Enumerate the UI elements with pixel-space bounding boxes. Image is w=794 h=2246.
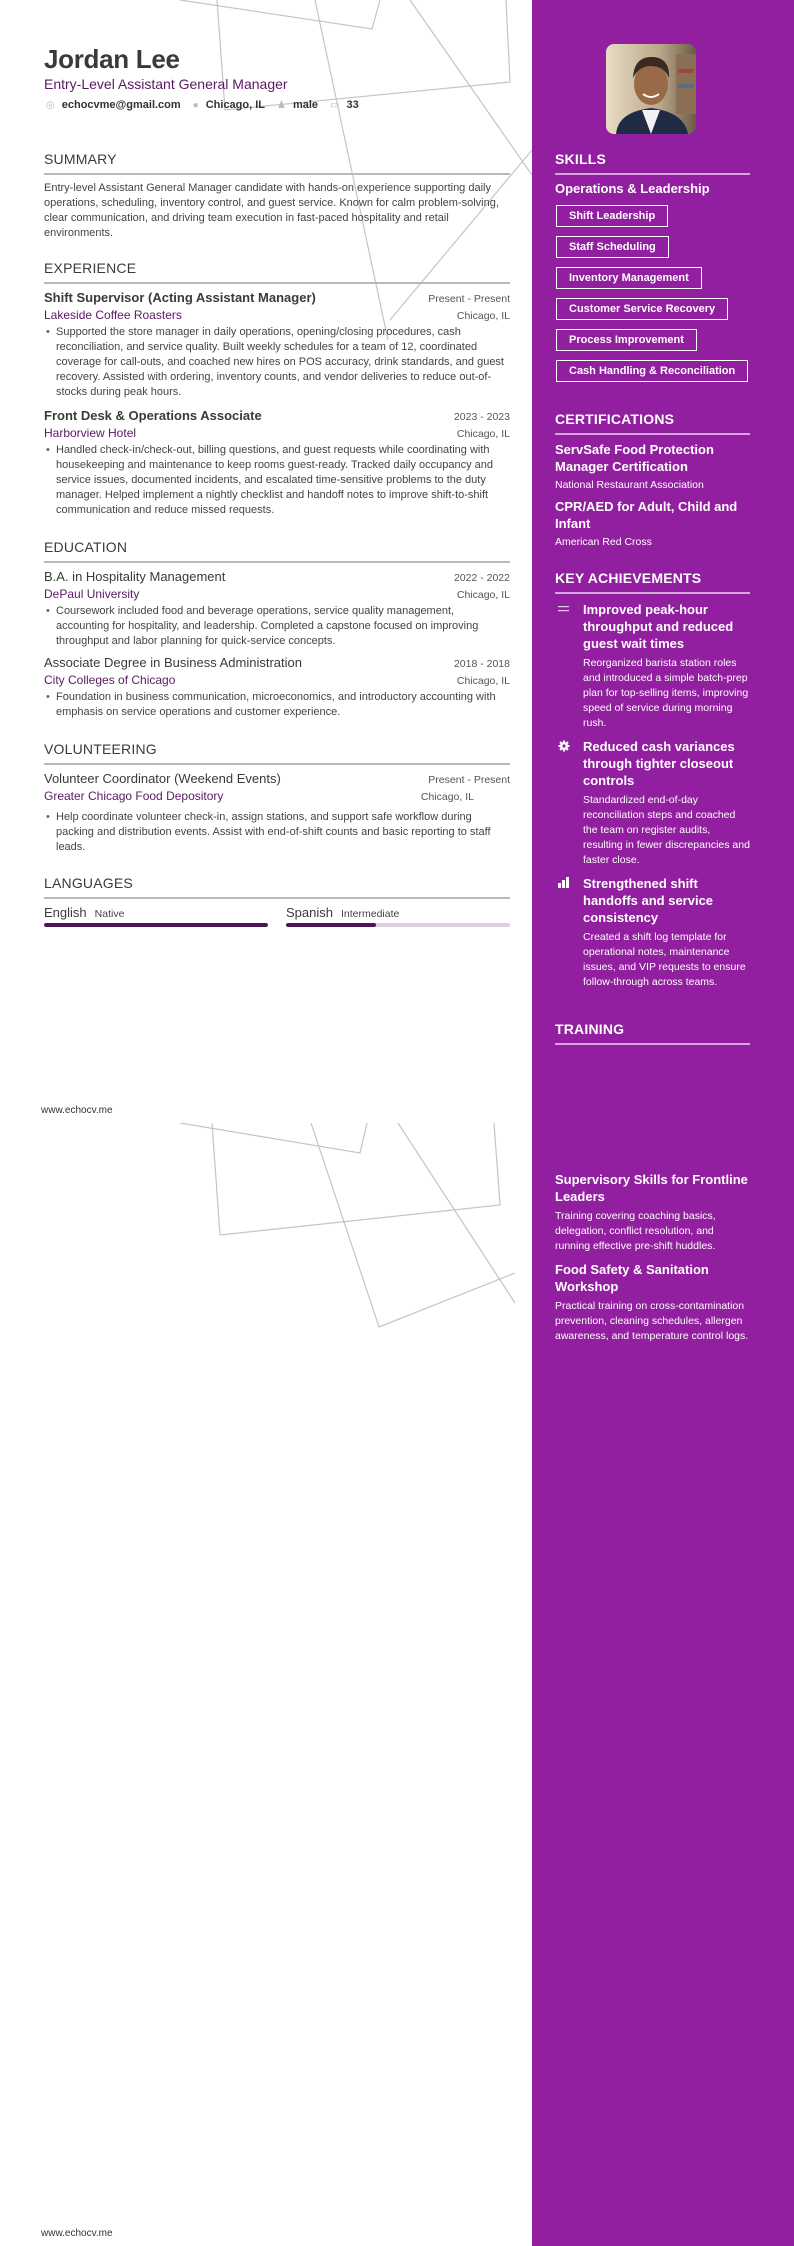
bar-chart-icon — [555, 875, 583, 990]
gender-text: male — [292, 99, 319, 111]
volunteer-bullet: • Help coordinate volunteer check-in, assign stations, and support safe workflow during packing and distribution events. Assist with end-of-shift counts and basic reporting to staff leads. — [44, 810, 510, 855]
decorative-lines-page2 — [0, 1123, 532, 1343]
training-desc: Practical training on cross-contamination prevention, cleaning schedules, allergen awareness, and temperature control logs. — [555, 1300, 749, 1342]
job-company: Lakeside Coffee Roasters — [44, 308, 182, 322]
languages-section — [44, 875, 510, 927]
achievements-section — [555, 570, 750, 990]
skill-tag: Cash Handling & Reconciliation — [556, 360, 748, 382]
language-name: Spanish — [286, 905, 333, 920]
skill-tag: Customer Service Recovery — [556, 298, 728, 320]
volunteer-date: Present - Present — [428, 774, 510, 786]
candidate-role: Entry-Level Assistant General Manager — [44, 76, 288, 92]
contact-age — [330, 99, 359, 111]
contact-location — [193, 99, 265, 111]
section-title: VOLUNTEERING — [44, 741, 510, 765]
certification-name: CPR/AED for Adult, Child and Infant — [555, 499, 738, 531]
achievement-item — [555, 738, 750, 868]
email-text: echocvme@gmail.com — [61, 99, 181, 111]
volunteering-section — [44, 741, 510, 855]
training-items — [555, 1165, 750, 1344]
location-text: Chicago, IL — [205, 99, 265, 111]
gear-icon — [555, 738, 583, 868]
contact-gender — [277, 99, 318, 111]
language-level: Intermediate — [340, 908, 400, 920]
education-entry — [44, 655, 510, 720]
school-location: Chicago, IL — [456, 675, 510, 687]
language-bar-fill — [44, 923, 268, 927]
section-title: EXPERIENCE — [44, 260, 510, 284]
section-title: LANGUAGES — [44, 875, 510, 899]
language-name: English — [44, 905, 87, 920]
training-name: Supervisory Skills for Frontline Leaders — [555, 1172, 748, 1204]
education-entry — [44, 569, 510, 649]
skill-tag: Process Improvement — [556, 329, 697, 351]
certification-issuer: American Red Cross — [555, 536, 652, 548]
skill-tag: Inventory Management — [556, 267, 702, 289]
skills-section — [555, 151, 750, 382]
volunteer-entry — [44, 771, 510, 855]
job-bullet: • Handled check-in/check-out, billing questions, and guest requests while coordinating with housekeeping and maintenance to keep rooms guest-ready. Tracked daily occupancy and service issues, documented incidents, and escalated time-sensitive problems to the duty manager. Helped implement a nightly checklist and handoff notes to improve shift-to-shift communication and reduce missed requests. — [44, 443, 510, 518]
certification-name: ServSafe Food Protection Manager Certification — [555, 442, 714, 474]
contact-email[interactable] — [46, 99, 181, 111]
volunteer-location: Chicago, IL — [420, 791, 474, 803]
degree-title: B.A. in Hospitality Management — [44, 569, 226, 584]
training-desc: Training covering coaching basics, delegation, conflict resolution, and running effective pre-shift huddles. — [555, 1210, 716, 1252]
degree-date: 2022 - 2022 — [453, 572, 510, 584]
school-name: City Colleges of Chicago — [44, 673, 176, 687]
volunteer-title: Volunteer Coordinator (Weekend Events) — [44, 771, 281, 786]
certification-item — [555, 498, 750, 548]
profile-photo — [606, 44, 696, 134]
certification-issuer: National Restaurant Association — [555, 479, 704, 491]
contact-row — [46, 99, 371, 111]
language-item — [44, 905, 268, 927]
skill-group-title: Operations & Leadership — [555, 181, 710, 196]
job-title: Front Desk & Operations Associate — [44, 408, 262, 423]
degree-date: 2018 - 2018 — [453, 658, 510, 670]
language-item — [286, 905, 510, 927]
certifications-section — [555, 411, 750, 548]
achievement-item — [555, 601, 750, 731]
degree-title: Associate Degree in Business Administration — [44, 655, 302, 670]
training-item — [555, 1261, 750, 1344]
school-location: Chicago, IL — [456, 589, 510, 601]
candidate-name: Jordan Lee — [44, 44, 180, 74]
education-bullet: • Foundation in business communication, microeconomics, and introductory accounting with emphasis on service operations and customer experience. — [44, 690, 510, 720]
certification-item — [555, 441, 750, 491]
job-bullet: • Supported the store manager in daily operations, opening/closing procedures, cash reconciliation, and service quality. Built weekly schedules for a team of 12, coordinated coverage for call-outs, and coached new hires on POS accuracy, drink standards, and guest recovery. Assisted with ordering, inventory counts, and vendor deliveries to reduce out-of-stocks during peak hours. — [44, 325, 510, 400]
section-title: CERTIFICATIONS — [555, 411, 750, 435]
job-location: Chicago, IL — [456, 428, 510, 440]
section-title: SUMMARY — [44, 151, 510, 175]
location-pin-icon: ● — [192, 99, 199, 111]
training-item — [555, 1171, 750, 1254]
achievement-item — [555, 875, 750, 990]
job-date: Present - Present — [428, 293, 510, 305]
skill-tag: Staff Scheduling — [556, 236, 669, 258]
job-title: Shift Supervisor (Acting Assistant Manager) — [44, 290, 316, 305]
experience-entry — [44, 290, 510, 400]
footer-link[interactable]: www.echocv.me — [41, 1105, 113, 1116]
job-location: Chicago, IL — [456, 310, 510, 322]
experience-entry — [44, 408, 510, 518]
section-title: EDUCATION — [44, 539, 510, 563]
section-title: KEY ACHIEVEMENTS — [555, 570, 750, 594]
achievement-title: Reduced cash variances through tighter closeout controls — [583, 739, 735, 788]
lines-icon — [555, 601, 583, 731]
language-bar — [286, 923, 510, 927]
volunteer-org: Greater Chicago Food Depository — [44, 789, 224, 803]
achievement-desc: Standardized end-of-day reconciliation steps and coached the team on register audits, resulting in fewer discrepancies and faster close. — [583, 794, 750, 866]
experience-section — [44, 260, 510, 518]
skill-tag: Shift Leadership — [556, 205, 668, 227]
job-company: Harborview Hotel — [44, 426, 137, 440]
education-section — [44, 539, 510, 720]
language-level: Native — [94, 908, 125, 920]
summary-section — [44, 151, 510, 241]
achievement-title: Strengthened shift handoffs and service consistency — [583, 876, 714, 925]
section-title: TRAINING — [555, 1021, 750, 1045]
summary-text: Entry-level Assistant General Manager candidate with hands-on experience supporting daily operations, scheduling, inventory control, and guest service. Known for calm problem-solving, clear communication, and driving team execution in fast-paced hospitality and retail environments. — [44, 182, 499, 239]
language-bar — [44, 923, 268, 927]
training-name: Food Safety & Sanitation Workshop — [555, 1262, 709, 1294]
training-section — [555, 1021, 750, 1045]
achievement-title: Improved peak-hour throughput and reduced guest wait times — [583, 602, 734, 651]
at-icon: ◎ — [46, 99, 55, 111]
achievement-desc: Created a shift log template for operational notes, maintenance issues, and VIP requests to ensure follow-through across teams. — [583, 931, 746, 988]
job-date: 2023 - 2023 — [453, 411, 510, 423]
person-icon: ♟ — [277, 99, 286, 111]
achievement-desc: Reorganized barista station roles and introduced a simple batch-prep plan for top-selling items, improving speed of service during morning rush. — [583, 657, 749, 729]
calendar-icon: ▭ — [330, 99, 340, 111]
education-bullet: • Coursework included food and beverage operations, service quality management, accounting for hospitality, and leadership. Completed a capstone focused on improving throughput and labor planning for quick-service concepts. — [44, 604, 510, 649]
footer-link-page2[interactable]: www.echocv.me — [41, 2228, 113, 2239]
school-name: DePaul University — [44, 587, 140, 601]
age-text: 33 — [346, 99, 359, 111]
section-title: SKILLS — [555, 151, 750, 175]
language-bar-fill — [286, 923, 376, 927]
